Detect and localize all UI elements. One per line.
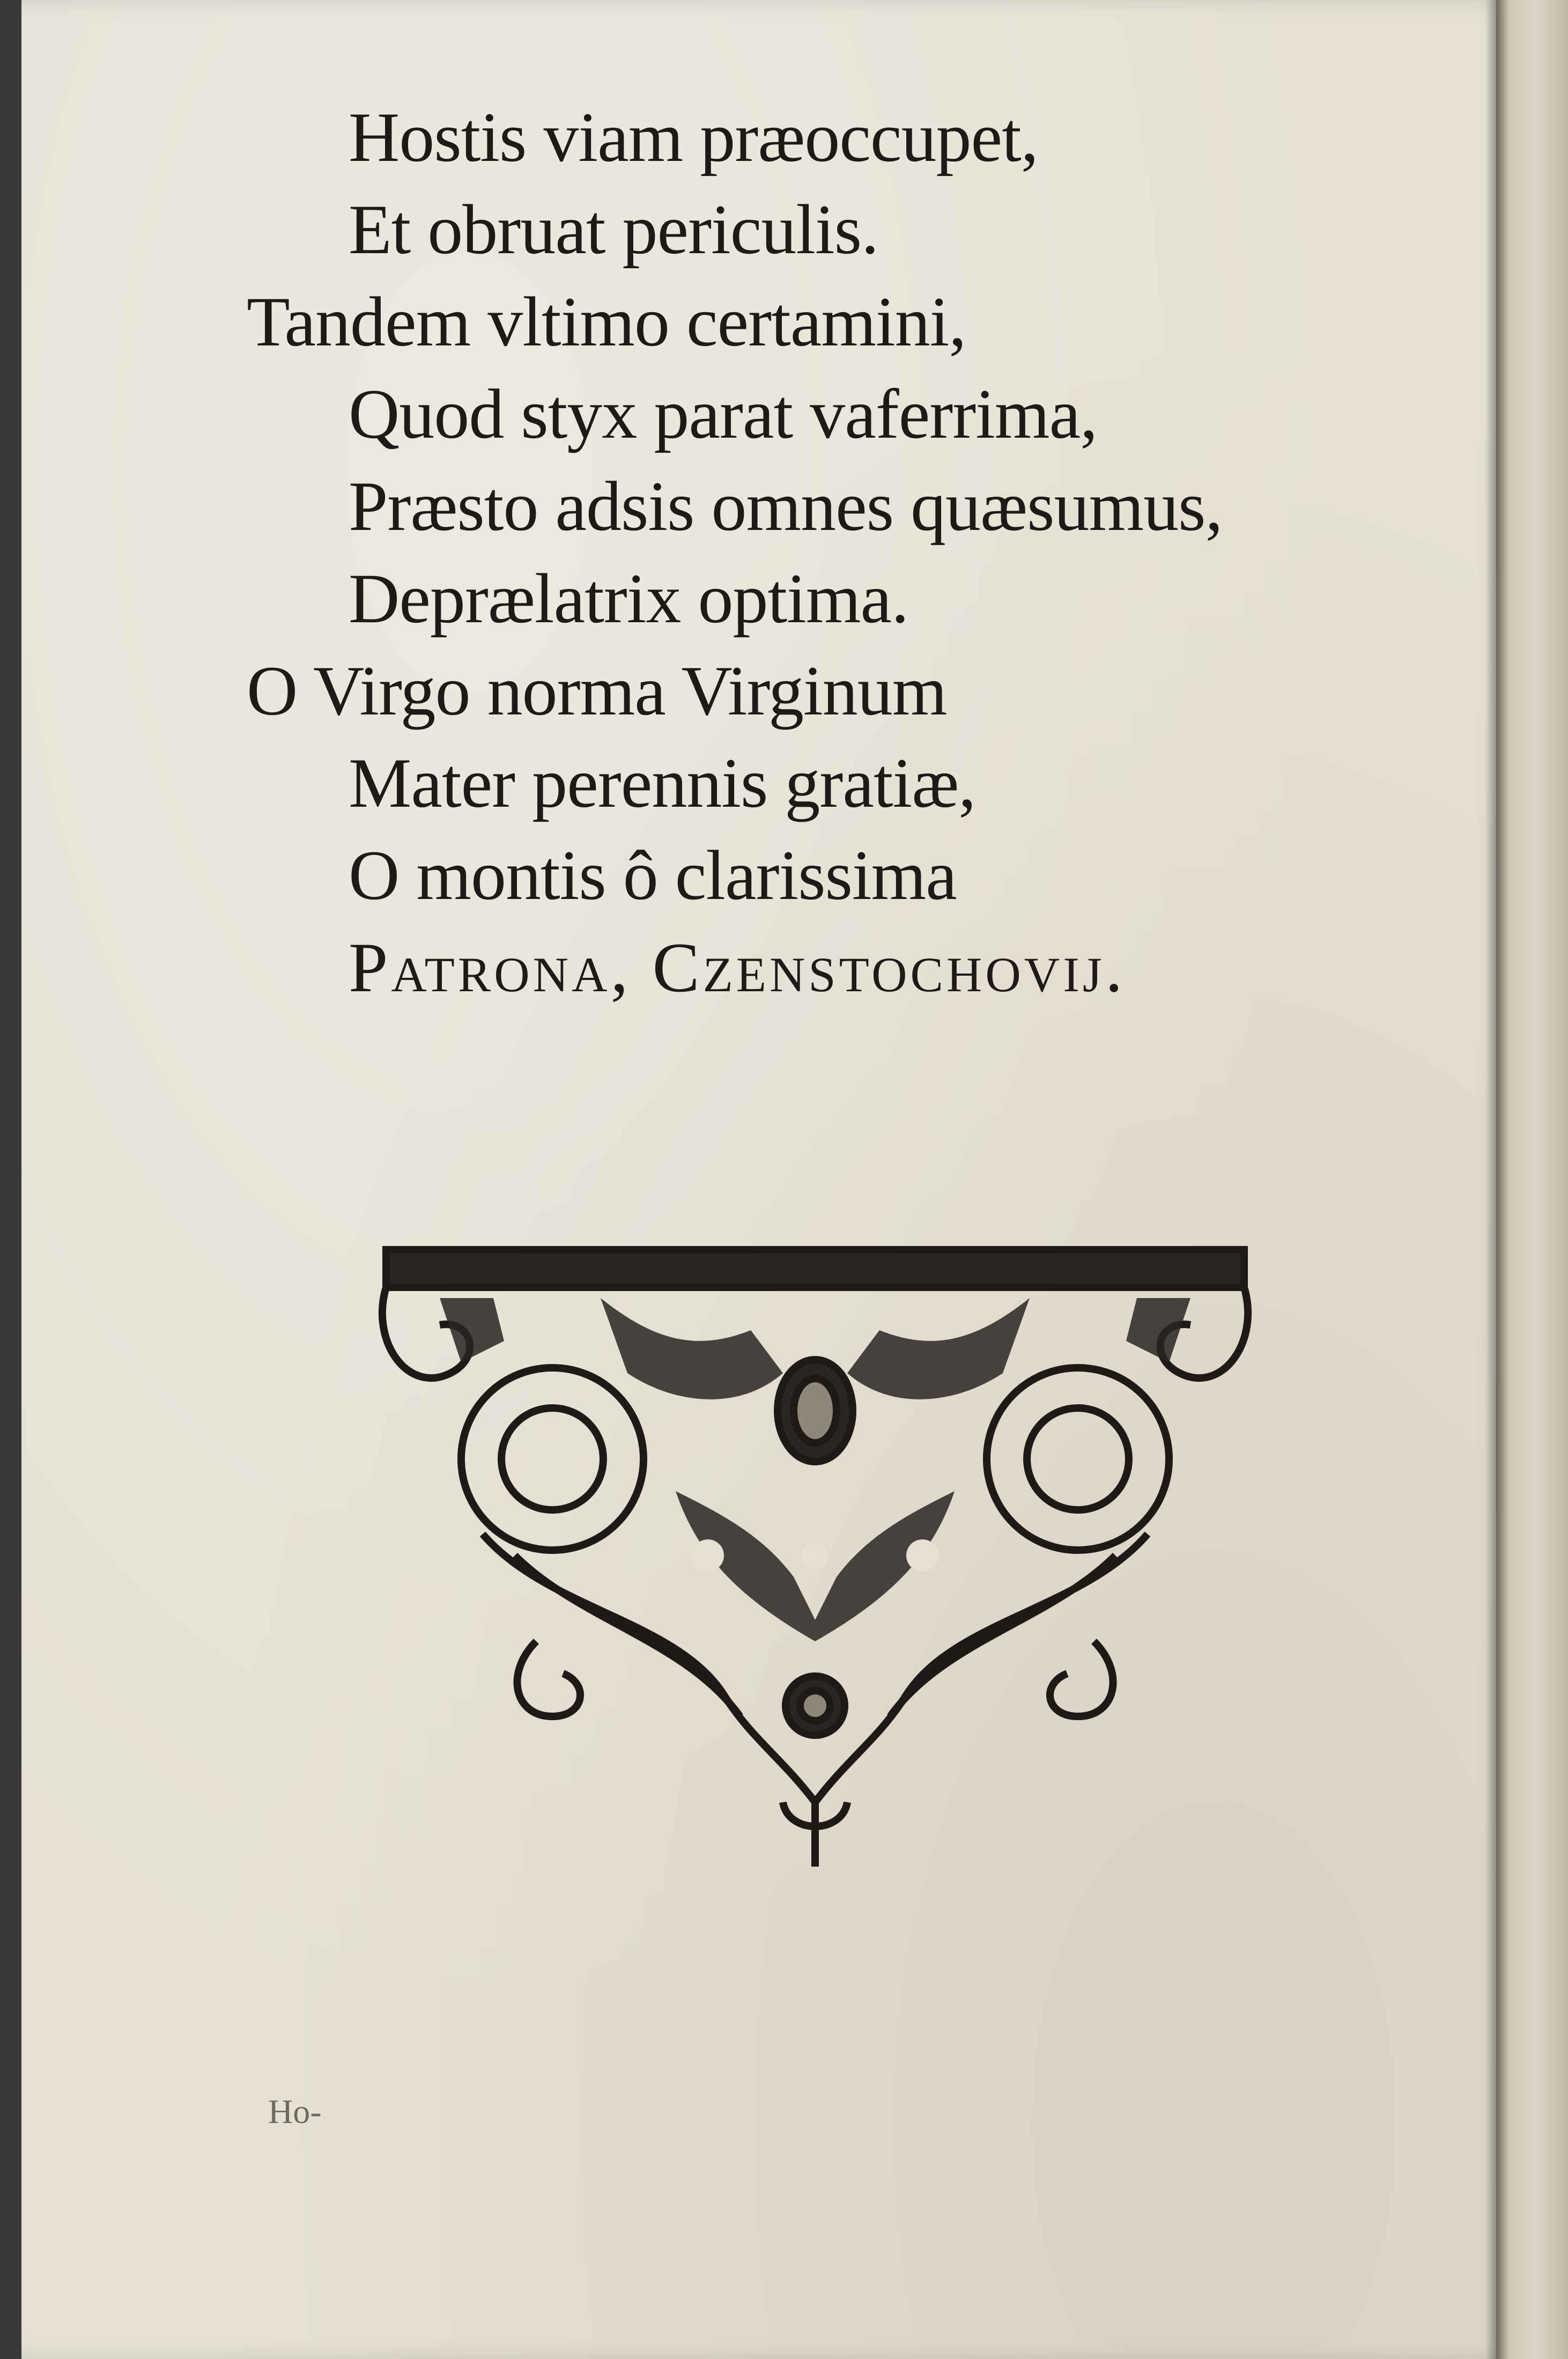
verse-line: Mater perennis gratiæ, <box>349 743 976 822</box>
verse-line: Deprælatrix optima. <box>349 559 909 638</box>
woodcut-headpiece-ornament <box>375 1234 1255 1877</box>
verse-line: Hostis viam præoccupet, <box>349 98 1038 176</box>
verse-line: O montis ô clarissima <box>349 836 957 915</box>
verse-line: Præsto adsis omnes quæsumus, <box>349 467 1223 545</box>
verse-line: Et obruat periculis. <box>349 190 879 269</box>
verse-line: O Virgo norma Virginum <box>247 651 947 730</box>
catchword: Ho- <box>268 2092 322 2131</box>
verse-line: Tandem vltimo certamini, <box>247 282 966 361</box>
adjacent-page-edge <box>1496 0 1568 2359</box>
hymn-verse <box>247 91 1400 1014</box>
verse-line: Patrona, Czenstochovij. <box>349 928 1126 1007</box>
verse-line: Quod styx parat vaferrima, <box>349 374 1098 453</box>
